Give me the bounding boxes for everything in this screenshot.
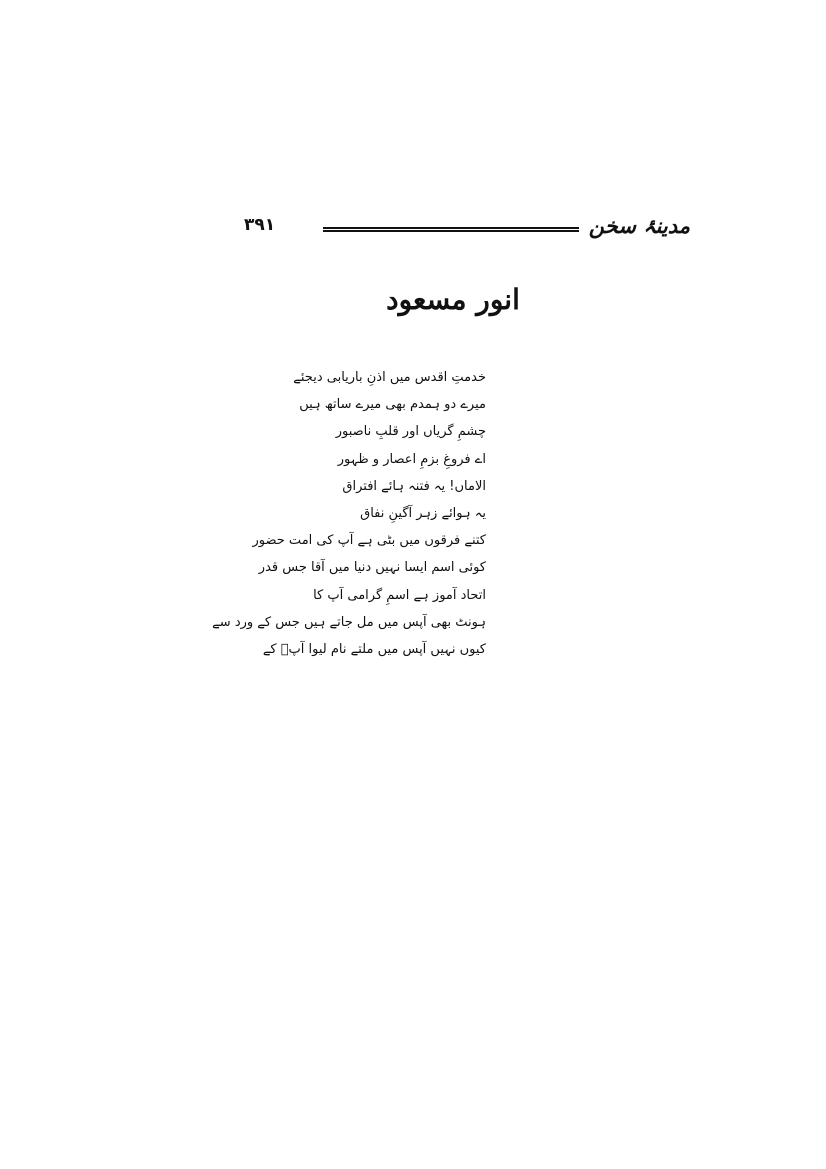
poem-line: یہ ہوائے زہر آگینِ نفاق — [360, 505, 486, 521]
poem-line: ہونٹ بھی آپس میں مل جاتے ہیں جس کے ورد سے — [212, 614, 486, 630]
running-header-book-title: مدینۂ سخن — [588, 213, 690, 238]
poem-line: چشمِ گریاں اور قلبِ ناصبور — [335, 424, 486, 440]
poem-line: اتحاد آموز ہے اسمِ گرامی آپ کا — [313, 587, 486, 603]
poem-line: کیوں نہیں آپس میں ملتے نام لیوا آپؐ کے — [262, 641, 486, 657]
poem-line: کوئی اسم ایسا نہیں دنیا میں آقا جس قدر — [258, 560, 486, 576]
header-double-rule — [323, 227, 579, 232]
poem — [186, 364, 486, 663]
page-number: ۳۹۱ — [244, 215, 276, 235]
poem-line: خدمتِ اقدس میں اذنِ باریابی دیجئے — [293, 370, 486, 385]
poem-line: میرے دو ہمدم بھی میرے ساتھ ہیں — [299, 397, 486, 413]
poem-line: اے فروغِ بزمِ اعصار و ظہور — [337, 451, 486, 467]
poem-line: الاماں! یہ فتنہ ہائے افتراق — [342, 478, 486, 494]
poem-line: کتنے فرقوں میں بٹی ہے آپ کی امت حضور — [252, 533, 486, 549]
poet-name-heading: انور مسعود — [386, 283, 520, 316]
